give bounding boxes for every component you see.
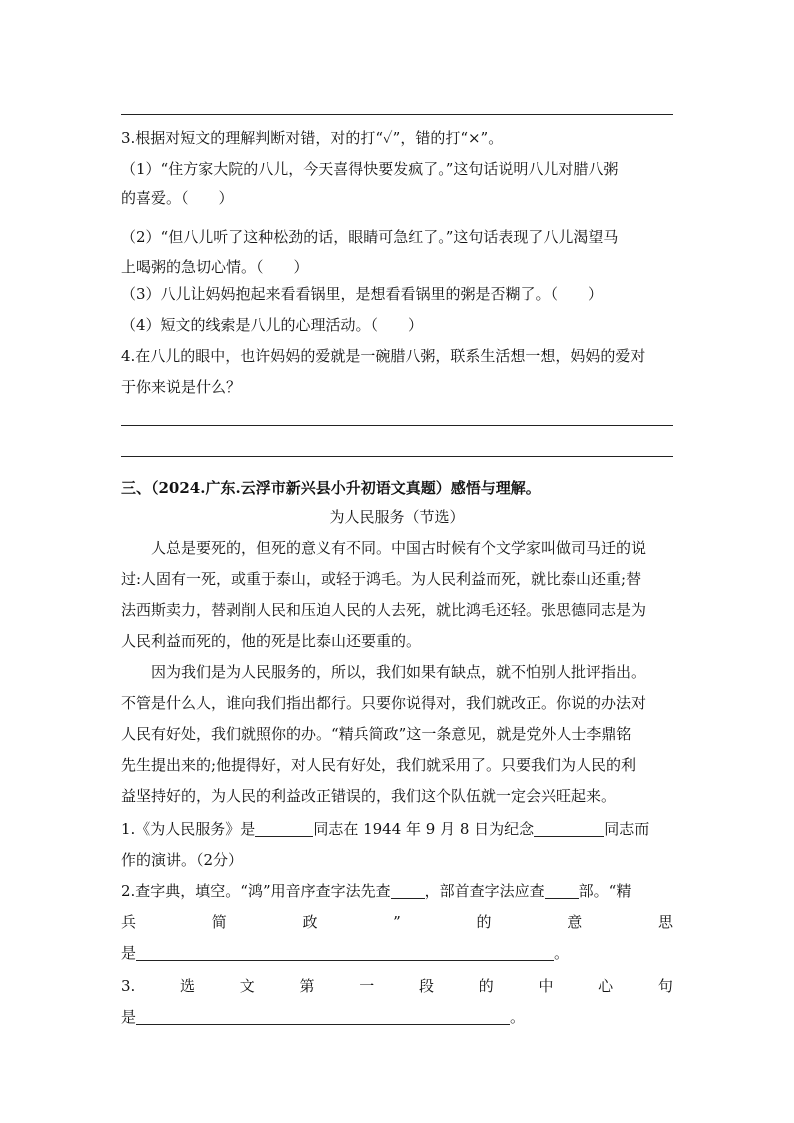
fill-blank-2[interactable] — [534, 820, 604, 837]
fill-blank-1[interactable] — [255, 820, 313, 837]
question-2-text-a: 2.查字典，填空。“鸿”用音序查字法先查 — [121, 882, 391, 900]
paragraph-2-line: 益坚持好的，为人民的利益改正错误的，我们这个队伍就一定会兴旺起来。 — [121, 787, 617, 805]
paragraph-2-line: 不管是什么人，谁向我们指出都行。只要你说得对，我们就改正。你说的办法对 — [121, 694, 647, 712]
judge-item-1-line2: 的喜爱。（ ） — [121, 189, 234, 207]
fill-blank-3[interactable] — [391, 882, 425, 899]
question-2-text-c: 部。“精 — [578, 882, 632, 900]
judge-item-2-line1: （2）“但八儿听了这种松劲的话，眼睛可急红了。”这句话表现了八儿渴望马 — [121, 228, 619, 246]
question-3-char: 心 — [598, 977, 614, 995]
question-3-char: 选 — [180, 977, 196, 995]
question-3-char: 段 — [418, 977, 434, 995]
answer-line — [121, 425, 673, 426]
paragraph-2-line: 人民有好处，我们就照你的办。“精兵简政”这一条意见，就是党外人士李鼎铭 — [121, 725, 632, 743]
question-1-line1 — [121, 819, 673, 839]
question-2-char: 意 — [567, 913, 583, 931]
question-2-line1 — [121, 881, 673, 901]
question-3-char: 第 — [299, 977, 315, 995]
question-3-text-e: 。 — [510, 1008, 526, 1026]
question-3-char: 一 — [359, 977, 375, 995]
question-2-char: 政 — [302, 913, 318, 931]
question-1-text-c: 同志而 — [604, 820, 650, 838]
judge-item-3: （3）八儿让妈妈抱起来看看锅里，是想看看锅里的粥是否糊了。（ ） — [121, 285, 604, 303]
question-3-stem: 3.根据对短文的理解判断对错，对的打“✓”，错的打“×”。 — [121, 129, 504, 147]
paragraph-1-line: 人民利益而死的，他的死是比泰山还要重的。 — [121, 632, 422, 650]
question-1-text-a: 1.《为人民服务》是 — [121, 820, 256, 838]
question-1-line2: 作的演讲。（2分） — [121, 851, 244, 869]
paragraph-1-line: 法西斯卖力，替剥削人民和压迫人民的人去死，就比鸿毛还轻。张思德同志是为 — [121, 601, 647, 619]
fill-blank-5[interactable] — [136, 944, 554, 961]
judge-item-4: （4）短文的线索是八儿的心理活动。（ ） — [121, 316, 424, 334]
judge-item-2-line2: 上喝粥的急切心情。（ ） — [121, 258, 309, 276]
question-2-text-d: 是 — [121, 944, 137, 962]
question-3-line2 — [121, 1007, 673, 1027]
question-3-text-d: 是 — [121, 1008, 137, 1026]
passage-title: 为人民服务（节选） — [329, 508, 465, 526]
paragraph-1-line: 人总是要死的，但死的意义有不同。中国古时候有个文学家叫做司马迁的说 — [151, 539, 647, 557]
question-2-char: 思 — [657, 913, 673, 931]
answer-line — [121, 114, 673, 115]
question-4-line1: 4.在八儿的眼中，也许妈妈的爱就是一碗腊八粥，联系生活想一想，妈妈的爱对 — [121, 347, 646, 365]
fill-blank-6[interactable] — [136, 1008, 510, 1025]
question-2-text-b: ，部首查字法应查 — [424, 882, 545, 900]
question-2-char: ” — [393, 913, 401, 931]
question-3-char: 句 — [657, 977, 673, 995]
question-4-line2: 于你来说是什么？ — [121, 378, 242, 396]
question-3-char: 的 — [478, 977, 494, 995]
paragraph-2-line: 先生提出来的;他提得好，对人民有好处，我们就采用了。只要我们为人民的利 — [121, 756, 637, 774]
question-2-char: 兵 — [121, 913, 137, 931]
paragraph-1-line: 过:人固有一死，或重于泰山，或轻于鸿毛。为人民利益而死，就比泰山还重;替 — [121, 570, 642, 588]
judge-item-1-line1: （1）“住方家大院的八儿，今天喜得快要发疯了。”这句话说明八儿对腊八粥 — [121, 160, 619, 178]
question-2-line2 — [121, 912, 673, 932]
question-2-text-e: 。 — [554, 944, 570, 962]
paragraph-2-line: 因为我们是为人民服务的，所以，我们如果有缺点，就不怕别人批评指出。 — [151, 663, 647, 681]
question-3-line1 — [121, 976, 673, 996]
question-2-char: 简 — [211, 913, 227, 931]
question-2-line3 — [121, 943, 673, 963]
question-3-char: 文 — [239, 977, 255, 995]
question-3-char: 中 — [538, 977, 554, 995]
answer-line — [121, 456, 673, 457]
fill-blank-4[interactable] — [545, 882, 579, 899]
section-3-heading: 三、（2024.广东.云浮市新兴县小升初语文真题）感悟与理解。 — [121, 479, 541, 497]
question-3-char: 3. — [121, 977, 136, 995]
question-2-char: 的 — [476, 913, 492, 931]
question-1-text-b: 同志在 1944 年 9 月 8 日为纪念 — [313, 820, 535, 838]
